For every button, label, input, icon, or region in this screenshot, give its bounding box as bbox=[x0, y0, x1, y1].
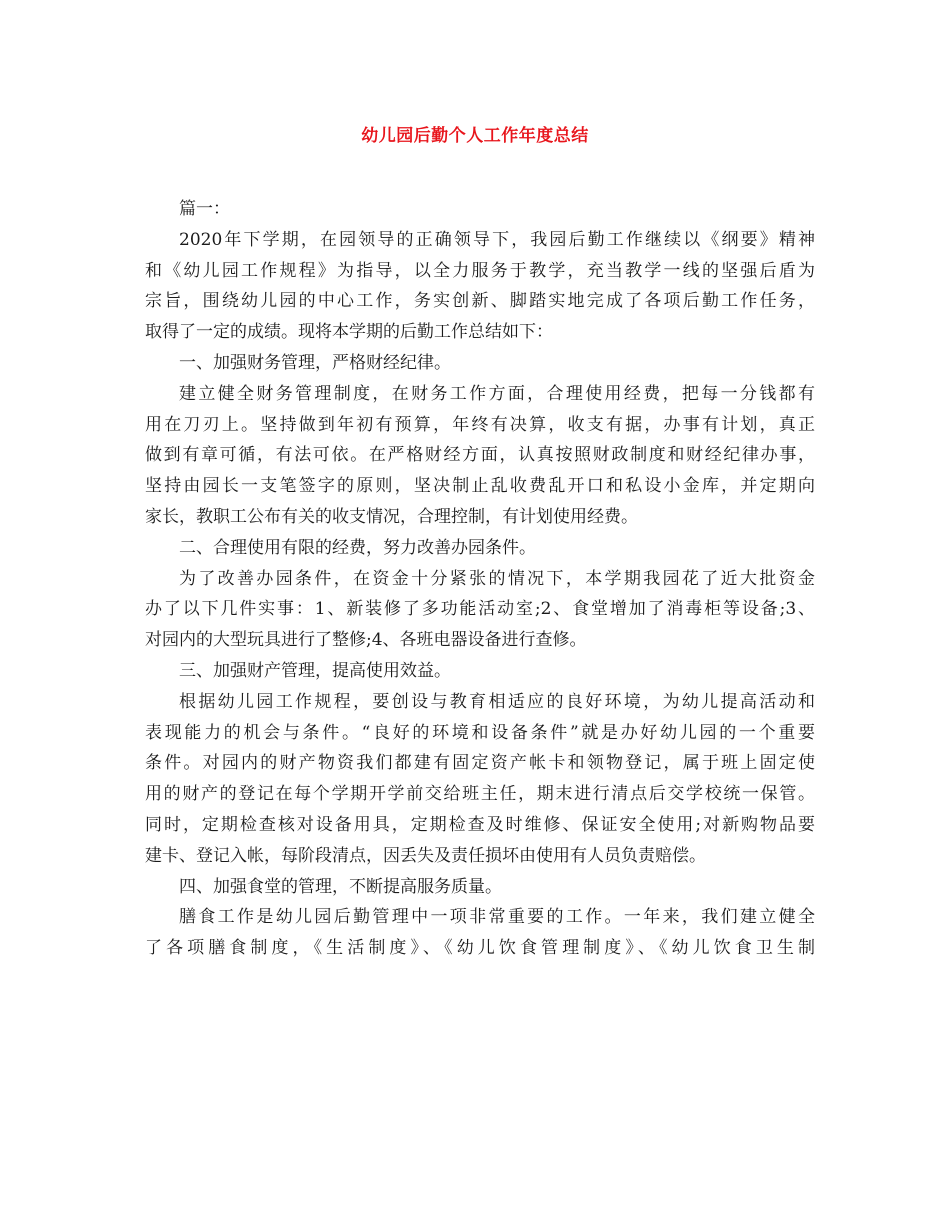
document-body bbox=[145, 194, 815, 964]
paragraph-line: 坚持由园长一支笔签字的原则，坚决制止乱收费乱开口和私设小金库，并定期向 bbox=[145, 476, 815, 497]
section-heading: 四、加强食堂的管理，不断提高服务质量。 bbox=[179, 876, 502, 897]
paragraph-line: 2020年下学期，在园领导的正确领导下，我园后勤工作继续以《纲要》精神 bbox=[179, 229, 815, 250]
paragraph-line: 对园内的大型玩具进行了整修;4、各班电器设备进行查修。 bbox=[145, 630, 587, 651]
paragraph-line: 办了以下几件实事：1、新装修了多功能活动室;2、食堂增加了消毒柜等设备;3、 bbox=[145, 599, 815, 620]
paragraph-line: 为了改善办园条件，在资金十分紧张的情况下，本学期我园花了近大批资金 bbox=[179, 568, 815, 589]
paragraph-line: 取得了一定的成绩。现将本学期的后勤工作总结如下： bbox=[145, 322, 553, 343]
paragraph-line: 表现能力的机会与条件。“良好的环境和设备条件”就是办好幼儿园的一个重要 bbox=[145, 722, 815, 743]
paragraph-line: 宗旨，围绕幼儿园的中心工作，务实创新、脚踏实地完成了各项后勤工作任务， bbox=[145, 291, 815, 312]
paragraph-line: 膳食工作是幼儿园后勤管理中一项非常重要的工作。一年来，我们建立健全 bbox=[179, 907, 815, 928]
section-heading: 三、加强财产管理，提高使用效益。 bbox=[179, 660, 451, 681]
paragraph-line: 建立健全财务管理制度，在财务工作方面，合理使用经费，把每一分钱都有 bbox=[179, 383, 815, 404]
paragraph-line: 根据幼儿园工作规程，要创设与教育相适应的良好环境，为幼儿提高活动和 bbox=[179, 691, 815, 712]
section-heading: 一、加强财务管理，严格财经纪律。 bbox=[179, 352, 451, 373]
paragraph-line: 同时，定期检查核对设备用具，定期检查及时维修、保证安全使用;对新购物品要 bbox=[145, 814, 815, 835]
paragraph-line: 了各项膳食制度，《生活制度》、《幼儿饮食管理制度》、《幼儿饮食卫生制 bbox=[145, 938, 815, 959]
section-label: 篇一： bbox=[179, 199, 230, 219]
paragraph-line: 用的财产的登记在每个学期开学前交给班主任，期末进行清点后交学校统一保管。 bbox=[145, 784, 815, 805]
paragraph-line: 做到有章可循，有法可依。在严格财经方面，认真按照财政制度和财经纪律办事， bbox=[145, 445, 815, 466]
document-title: 幼儿园后勤个人工作年度总结 bbox=[361, 126, 589, 146]
paragraph-line: 建卡、登记入帐，每阶段清点，因丢失及责任损坏由使用有人员负责赔偿。 bbox=[145, 845, 706, 866]
paragraph-line: 条件。对园内的财产物资我们都建有固定资产帐卡和领物登记，属于班上固定使 bbox=[145, 753, 815, 774]
paragraph-line: 家长，教职工公布有关的收支情况，合理控制，有计划使用经费。 bbox=[145, 506, 638, 527]
paragraph-line: 和《幼儿园工作规程》为指导，以全力服务于教学，充当教学一线的坚强后盾为 bbox=[145, 260, 815, 281]
section-heading: 二、合理使用有限的经费，努力改善办园条件。 bbox=[179, 537, 536, 558]
paragraph-line: 用在刀刃上。坚持做到年初有预算，年终有决算，收支有据，办事有计划，真正 bbox=[145, 414, 815, 435]
